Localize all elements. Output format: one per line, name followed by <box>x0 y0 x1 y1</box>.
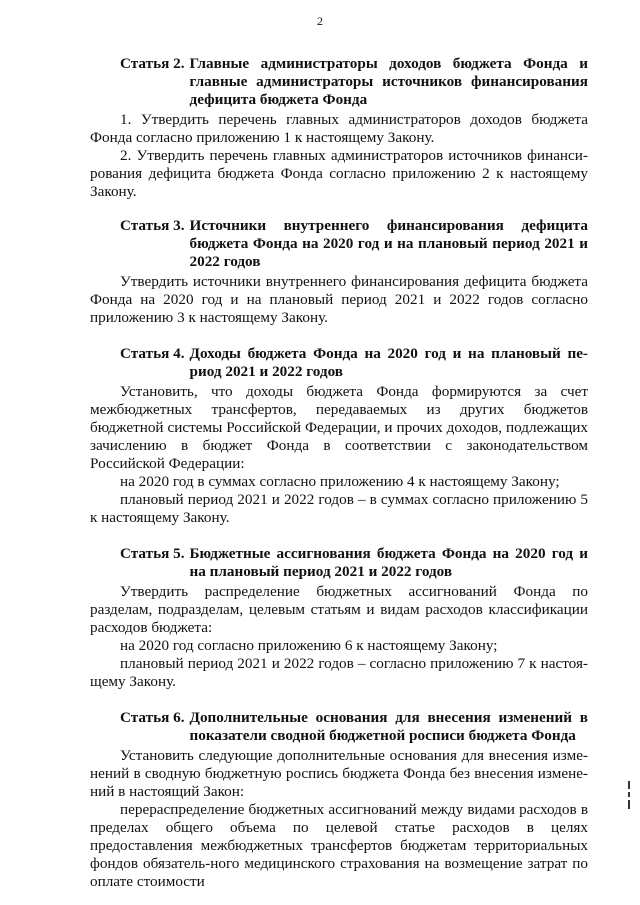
paragraph: Утвердить источники внутреннего финансирования дефицита бюджета Фонда на 2020 год и на плановый период 2021 и 2022 годов согласно приложению 3 к настоящему Закону. <box>90 273 588 326</box>
paragraph: 1. Утвердить перечень главных администраторов доходов бюджета Фонда согласно приложению 1 к настоящему Закону. <box>90 111 588 146</box>
article-2 <box>90 55 588 201</box>
paragraph: на 2020 год согласно приложению 6 к настоящему Закону; <box>120 637 498 654</box>
article-title: Источники внутреннего финансирования дефицита бюджета Фонда на 2020 год и на плановый период 2021 и 2022 годов <box>189 217 588 270</box>
paragraph: Установить, что доходы бюджета Фонда формируются за счет межбюджетных трансфертов, передаваемых из других бюджетов бюджетной системы Российской Федерации, и прочих доходов, подлежащих зачислению в бюджет Фонда в соответствии с законодательством Российской Федерации: <box>90 383 588 472</box>
paragraph: на 2020 год в суммах согласно приложению 4 к настоящему Закону; <box>120 473 560 490</box>
article-title: Бюджетные ассигнования бюджета Фонда на 2020 год и на плановый период 2021 и 2022 годов <box>189 545 588 580</box>
article-title: Дополнительные основания для внесения изменений в показатели сводной бюджетной росписи бюджета Фонда <box>189 709 588 744</box>
article-3 <box>90 217 588 327</box>
article-heading <box>90 709 588 745</box>
document-body <box>90 55 588 891</box>
article-number: Статья 3. <box>120 217 185 234</box>
scan-edge-mark <box>626 778 632 818</box>
article-number: Статья 6. <box>120 709 185 726</box>
article-heading <box>90 55 588 109</box>
article-heading <box>90 217 588 271</box>
article-number: Статья 5. <box>120 545 185 562</box>
article-5 <box>90 545 588 691</box>
article-title: Главные администраторы доходов бюджета Фонда и главные администраторы источников финансирования дефицита бюджета Фонда <box>189 55 588 108</box>
paragraph: 2. Утвердить перечень главных администраторов источников финанси-рования дефицита бюджета Фонда согласно приложению 2 к настоящему Закону. <box>90 147 588 200</box>
article-4 <box>90 345 588 527</box>
paragraph: плановый период 2021 и 2022 годов – согласно приложению 7 к настоя-щему Закону. <box>90 655 588 690</box>
article-heading <box>90 345 588 381</box>
paragraph: перераспределение бюджетных ассигнований между видами расходов в пределах общего объема по целевой статье расходов в целях предоставления межбюджетных трансфертов бюджетам территориальных фондов обязатель-ного медицинского страхования на возмещение затрат по оплате стоимости <box>90 801 588 890</box>
article-number: Статья 2. <box>120 55 185 72</box>
article-6 <box>90 709 588 891</box>
article-heading <box>90 545 588 581</box>
page-number: 2 <box>317 14 323 28</box>
paragraph: Утвердить распределение бюджетных ассигнований Фонда по разделам, подразделам, целевым статьям и видам расходов классификации расходов бюджета: <box>90 583 588 636</box>
article-number: Статья 4. <box>120 345 185 362</box>
article-title: Доходы бюджета Фонда на 2020 год и на плановый пе-риод 2021 и 2022 годов <box>189 345 588 380</box>
paragraph: Установить следующие дополнительные основания для внесения изме-нений в сводную бюджетную роспись бюджета Фонда без внесения измене-ний в настоящий Закон: <box>90 747 588 800</box>
paragraph: плановый период 2021 и 2022 годов – в суммах согласно приложению 5 к настоящему Закону. <box>90 491 588 526</box>
